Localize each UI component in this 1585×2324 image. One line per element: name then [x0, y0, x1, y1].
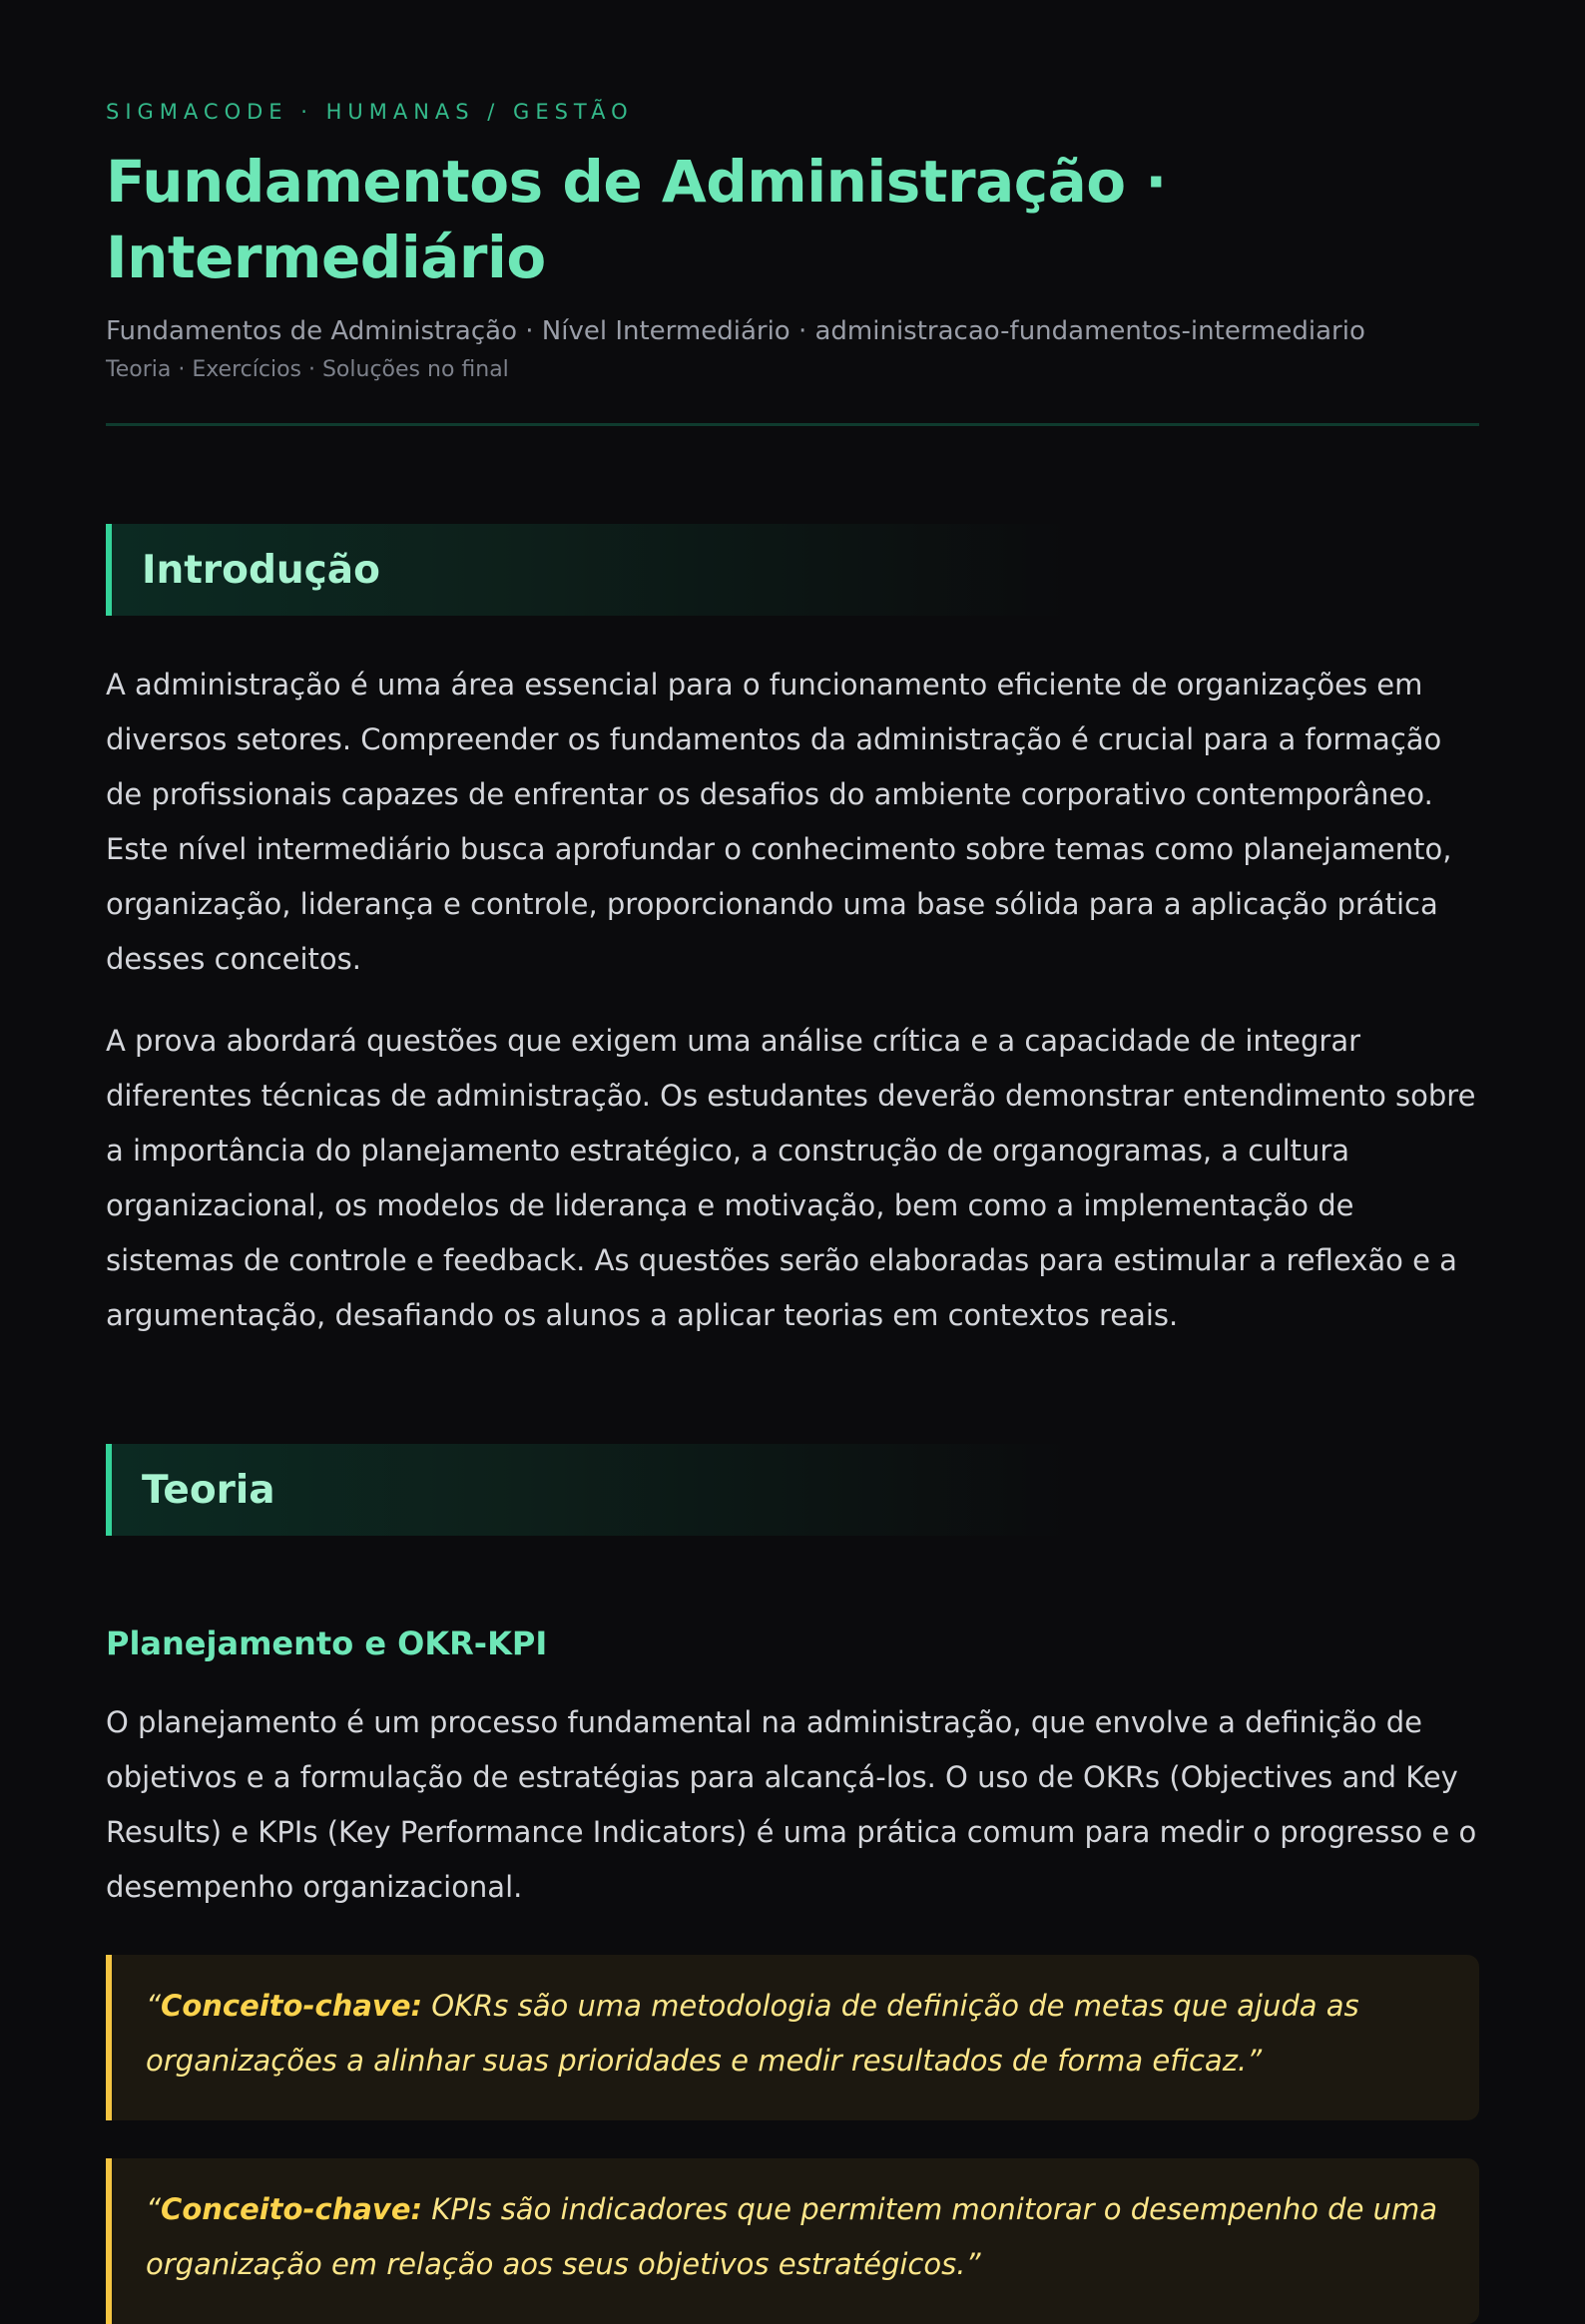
section-introducao — [106, 524, 1479, 1343]
callout-text — [146, 1979, 1445, 2089]
callout-label: Conceito-chave: — [161, 2192, 423, 2226]
callout-body: OKRs são uma metodologia de definição de metas que ajuda as organizações a alinhar suas prioridades e medir resultados de forma eficaz.” — [146, 1989, 1359, 2078]
callout-body: KPIs são indicadores que permitem monitorar o desempenho de uma organização em relação aos seus objetivos estratégicos.” — [146, 2192, 1438, 2281]
subsection-heading: Planejamento e OKR-KPI — [106, 1625, 548, 1662]
teoria-paragraph: O planejamento é um processo fundamental na administração, que envolve a definição de objetivos e a formulação de estratégias para alcançá-los. O uso de OKRs (Objectives and Key Results) e KPIs (Key Performance Indicators) é uma prática comum para medir o progresso e o desempenho organizacional. — [106, 1705, 1477, 1904]
section-heading-bar — [106, 1444, 1479, 1536]
key-concept-callout — [106, 1955, 1479, 2120]
section-heading-bar — [106, 524, 1479, 616]
section-teoria — [106, 1444, 1479, 2324]
header-divider — [106, 423, 1479, 426]
page-meta: Teoria · Exercícios · Soluções no final — [106, 357, 509, 382]
key-concept-callout — [106, 2158, 1479, 2324]
callout-text — [146, 2182, 1445, 2292]
callout-open-quote: “ — [146, 2192, 162, 2226]
document-header — [106, 98, 1479, 426]
callout-open-quote: “ — [146, 1989, 162, 2023]
eyebrow-category: SIGMACODE · HUMANAS / GESTÃO — [106, 100, 634, 124]
page-subtitle: Fundamentos de Administração · Nível Intermediário · administracao-fundamentos-intermediario — [106, 316, 1365, 346]
intro-paragraph-1: A administração é uma área essencial para o funcionamento eficiente de organizações em diversos setores. Compreender os fundamentos da administração é crucial para a formação de profissionais capazes de enfrentar os desafios do ambiente corporativo contemporâneo. Este nível intermediário busca aprofundar o conhecimento sobre temas como planejamento, organização, liderança e controle, proporcionando uma base sólida para a aplicação prática desses conceitos. — [106, 668, 1452, 976]
section-heading: Introdução — [142, 547, 380, 593]
intro-paragraph-2: A prova abordará questões que exigem uma análise crítica e a capacidade de integrar diferentes técnicas de administração. Os estudantes deverão demonstrar entendimento sobre a importância do planejamento estratégico, a construção de organogramas, a cultura organizacional, os modelos de liderança e motivação, bem como a implementação de sistemas de controle e feedback. As questões serão elaboradas para estimular a reflexão e a argumentação, desafiando os alunos a aplicar teorias em contextos reais. — [106, 1024, 1476, 1332]
callout-label: Conceito-chave: — [161, 1989, 423, 2023]
section-heading: Teoria — [142, 1467, 275, 1513]
page-title: Fundamentos de Administração · Intermediário — [106, 148, 1167, 291]
